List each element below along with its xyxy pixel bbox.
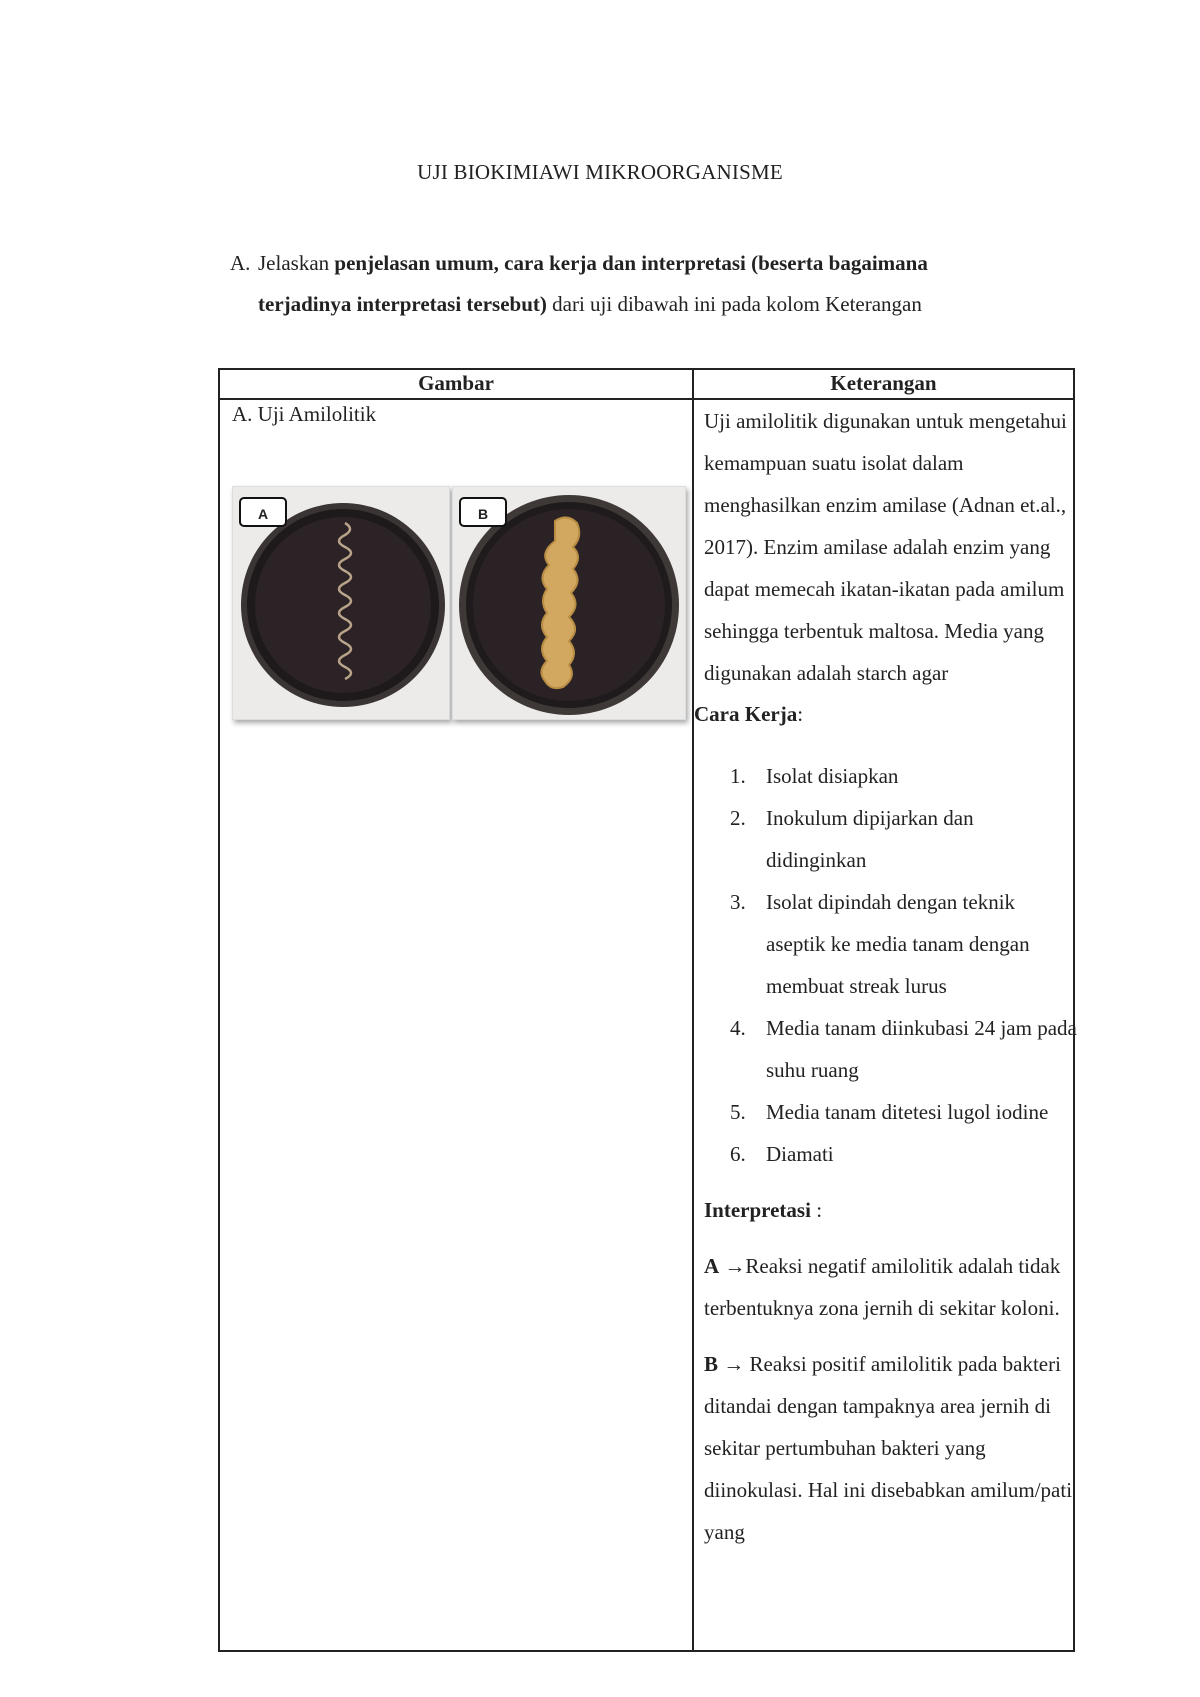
list-item xyxy=(704,881,1078,1007)
step-number: 6. xyxy=(730,1142,746,1166)
cara-kerja-colon: : xyxy=(797,702,804,726)
interpretasi-b xyxy=(704,1343,1078,1553)
cara-kerja-label: Cara Kerja xyxy=(694,702,798,726)
step-number: 2. xyxy=(730,806,746,830)
interpretasi-label: Interpretasi xyxy=(704,1198,811,1222)
list-item xyxy=(704,797,1078,881)
petri-plate-a xyxy=(232,486,450,720)
intro-paragraph: Uji amilolitik digunakan untuk mengetahui kemampuan suatu isolat dalam menghasilkan enzim amilase (Adnan et.al., 2017). Enzim amilase adalah enzim yang dapat memecah ikatan-ikatan pada amilum sehingga terbentuk maltosa. Media yang digunakan adalah starch agar xyxy=(704,409,1067,685)
list-item xyxy=(704,1133,1078,1175)
step-text: Isolat dipindah dengan teknik aseptik ke media tanam dengan membuat streak lurus xyxy=(766,890,1030,998)
instruction-paragraph xyxy=(230,243,990,325)
page-title: UJI BIOKIMIAWI MIKROORGANISME xyxy=(417,160,783,184)
arrow-right-icon: → xyxy=(723,1352,745,1376)
gambar-cell xyxy=(219,399,693,1651)
interpretasi-a xyxy=(704,1245,1078,1329)
petri-plates-figure xyxy=(232,486,688,722)
list-item xyxy=(704,1091,1078,1133)
header-gambar: Gambar xyxy=(219,369,693,399)
step-number: 5. xyxy=(730,1100,746,1124)
step-number: 4. xyxy=(730,1016,746,1040)
interp-a-label: A xyxy=(704,1254,720,1278)
keterangan-cell xyxy=(693,399,1077,1651)
petri-plate-b xyxy=(452,486,686,720)
step-text: Media tanam ditetesi lugol iodine xyxy=(766,1100,1049,1124)
interp-a-text: Reaksi negatif amilolitik adalah tidak terbentuknya zona jernih di sekitar koloni. xyxy=(704,1254,1061,1320)
step-text: Media tanam diinkubasi 24 jam pada suhu ruang xyxy=(766,1016,1077,1082)
interpretasi-colon: : xyxy=(810,1198,823,1222)
arrow-right-icon: → xyxy=(724,1254,746,1278)
instruction-prefix: Jelaskan xyxy=(258,251,335,275)
header-keterangan: Keterangan xyxy=(693,369,1074,399)
interpretasi-heading xyxy=(704,1189,1078,1231)
step-number: 3. xyxy=(730,890,746,914)
step-text: Inokulum dipijarkan dan didinginkan xyxy=(766,806,974,872)
list-item xyxy=(704,1007,1078,1091)
instruction-suffix: dari uji dibawah ini pada kolom Keterangan xyxy=(546,292,922,316)
interp-b-text: Reaksi positif amilolitik pada bakteri ditandai dengan tampaknya area jernih di sekitar pertumbuhan bakteri yang diinokulasi. Hal ini disebabkan amilum/pati yang xyxy=(704,1352,1073,1544)
cara-kerja-heading xyxy=(694,694,1078,734)
interp-b-label: B xyxy=(704,1352,719,1376)
list-item xyxy=(704,755,1078,797)
plate-label-a: A xyxy=(239,497,287,527)
step-text: Isolat disiapkan xyxy=(766,764,899,788)
test-table xyxy=(218,368,1075,1652)
plate-label-b: B xyxy=(459,497,507,527)
step-number: 1. xyxy=(730,764,746,788)
section-label: A. Uji Amilolitik xyxy=(232,402,377,426)
step-text: Diamati xyxy=(766,1142,834,1166)
instruction-marker: A. xyxy=(230,251,251,275)
cara-kerja-steps xyxy=(704,755,1078,1175)
instruction-bold-text: penjelasan umum, cara kerja dan interpretasi (beserta bagaimana terjadinya interpretasi tersebut) xyxy=(258,251,928,316)
